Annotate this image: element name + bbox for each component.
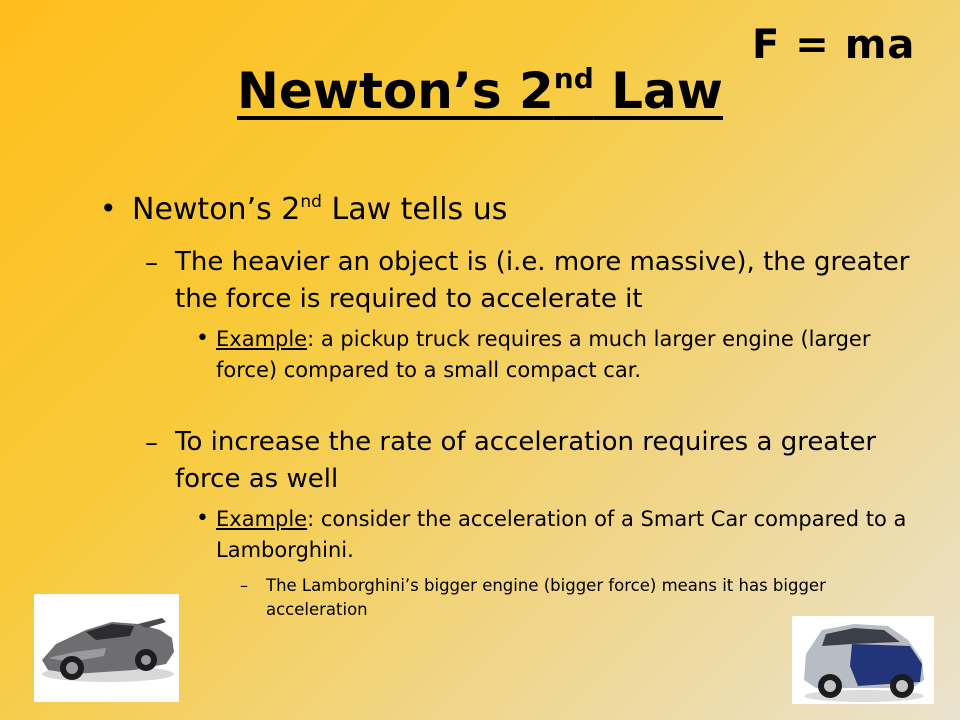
lamborghini-image bbox=[34, 594, 179, 702]
example-label: Example bbox=[216, 327, 308, 351]
title-text: Newton’s 2 bbox=[237, 62, 554, 120]
bullet-icon: • bbox=[196, 506, 209, 531]
dash-icon: – bbox=[240, 576, 248, 595]
formula: F = ma bbox=[752, 22, 916, 68]
point2-text: To increase the rate of acceleration requires a greater force as well bbox=[175, 427, 877, 494]
point2-subpoint: The Lamborghini’s bigger engine (bigger force) means it has bigger acceleration bbox=[266, 576, 826, 619]
bullet-icon: • bbox=[100, 192, 117, 225]
point2-example: Example: consider the acceleration of a Smart Car compared to a Lamborghini. bbox=[216, 507, 907, 562]
smart-car-image bbox=[792, 616, 934, 704]
example-label: Example bbox=[216, 507, 308, 531]
intro-text: Newton’s 2nd Law tells us bbox=[132, 192, 508, 227]
dash-icon: – bbox=[145, 428, 158, 458]
point1-text: The heavier an object is (i.e. more massive), the greater the force is required to accelerate it bbox=[175, 247, 910, 314]
title-end: Law bbox=[593, 62, 723, 120]
point1-example: Example: a pickup truck requires a much larger engine (larger force) compared to a small compact car. bbox=[216, 327, 871, 382]
bullet-icon: • bbox=[196, 326, 209, 351]
dash-icon: – bbox=[145, 248, 158, 278]
title-superscript: nd bbox=[553, 62, 594, 95]
